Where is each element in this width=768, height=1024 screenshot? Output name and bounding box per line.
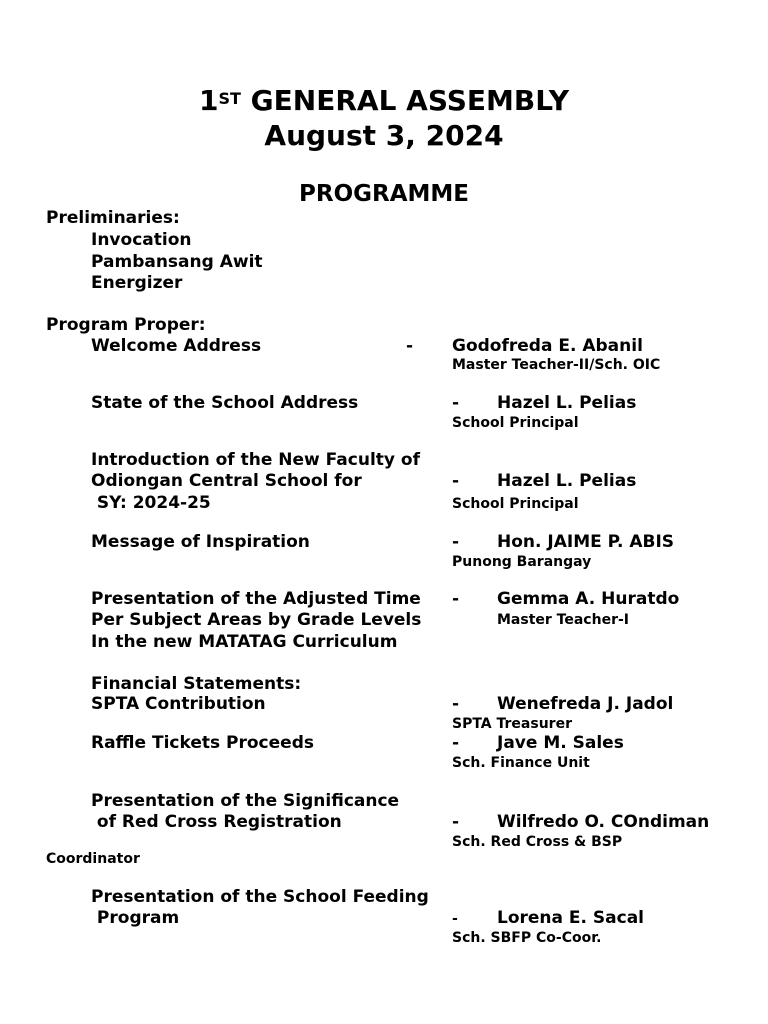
speaker-name: Hazel L. Pelias: [497, 471, 637, 491]
preliminary-item: Invocation: [91, 230, 192, 250]
speaker-name: Lorena E. Sacal: [497, 908, 644, 928]
program-item: Raffle Tickets Proceeds: [91, 733, 314, 753]
program-item: Presentation of the Adjusted Time: [91, 589, 421, 609]
dash-separator: -: [452, 532, 460, 552]
speaker-name: Hazel L. Pelias: [497, 393, 637, 413]
speaker-role: School Principal: [452, 415, 579, 431]
speaker-role: Sch. SBFP Co-Coor.: [452, 930, 602, 946]
speaker-name: Jave M. Sales: [497, 733, 624, 753]
program-item: Introduction of the New Faculty of: [91, 450, 420, 470]
speaker-name: Hon. JAIME P. ABIS: [497, 532, 675, 552]
preliminary-item: Pambansang Awit: [91, 252, 263, 272]
speaker-role: Sch. Red Cross & BSP: [452, 834, 623, 850]
speaker-role: School Principal: [452, 496, 579, 512]
document-title: 1ST GENERAL ASSEMBLY: [199, 84, 569, 117]
program-item: Welcome Address: [91, 336, 262, 356]
dash-separator: -: [452, 393, 460, 413]
speaker-role: SPTA Treasurer: [452, 716, 572, 732]
assembly-date: August 3, 2024: [264, 119, 504, 152]
preliminary-item: Energizer: [91, 273, 183, 293]
preliminaries-heading: Preliminaries:: [46, 208, 180, 228]
program-item: Presentation of the School Feeding: [91, 887, 429, 907]
speaker-name: Wenefreda J. Jadol: [497, 694, 674, 714]
speaker-role: Sch. Finance Unit: [452, 755, 590, 771]
program-item: Odiongan Central School for: [91, 471, 362, 491]
speaker-name: Wilfredo O. COndiman: [497, 812, 710, 832]
dash-separator: -: [452, 733, 460, 753]
speaker-role-continued: Coordinator: [46, 851, 140, 867]
program-item: of Red Cross Registration: [91, 812, 342, 832]
program-item: Financial Statements:: [91, 674, 302, 694]
program-item: In the new MATATAG Curriculum: [91, 632, 398, 652]
speaker-role: Punong Barangay: [452, 554, 592, 570]
program-item: Message of Inspiration: [91, 532, 310, 552]
dash-separator: -: [452, 812, 460, 832]
dash-separator: -: [406, 336, 414, 356]
program-item: SPTA Contribution: [91, 694, 266, 714]
dash-separator: -: [452, 471, 460, 491]
speaker-name: Godofreda E. Abanil: [452, 336, 643, 356]
program-item: Program: [91, 908, 180, 928]
speaker-role: Master Teacher-II/Sch. OIC: [452, 357, 661, 373]
program-item: Per Subject Areas by Grade Levels: [91, 610, 422, 630]
speaker-name: Gemma A. Huratdo: [497, 589, 680, 609]
dash-separator: -: [452, 589, 460, 609]
speaker-role: Master Teacher-I: [497, 612, 629, 628]
program-item: State of the School Address: [91, 393, 359, 413]
program-item: Presentation of the Significance: [91, 791, 400, 811]
programme-heading: PROGRAMME: [299, 181, 469, 207]
dash-separator: -: [452, 911, 458, 927]
dash-separator: -: [452, 694, 460, 714]
program-proper-heading: Program Proper:: [46, 315, 206, 335]
program-item: SY: 2024-25: [91, 493, 211, 513]
